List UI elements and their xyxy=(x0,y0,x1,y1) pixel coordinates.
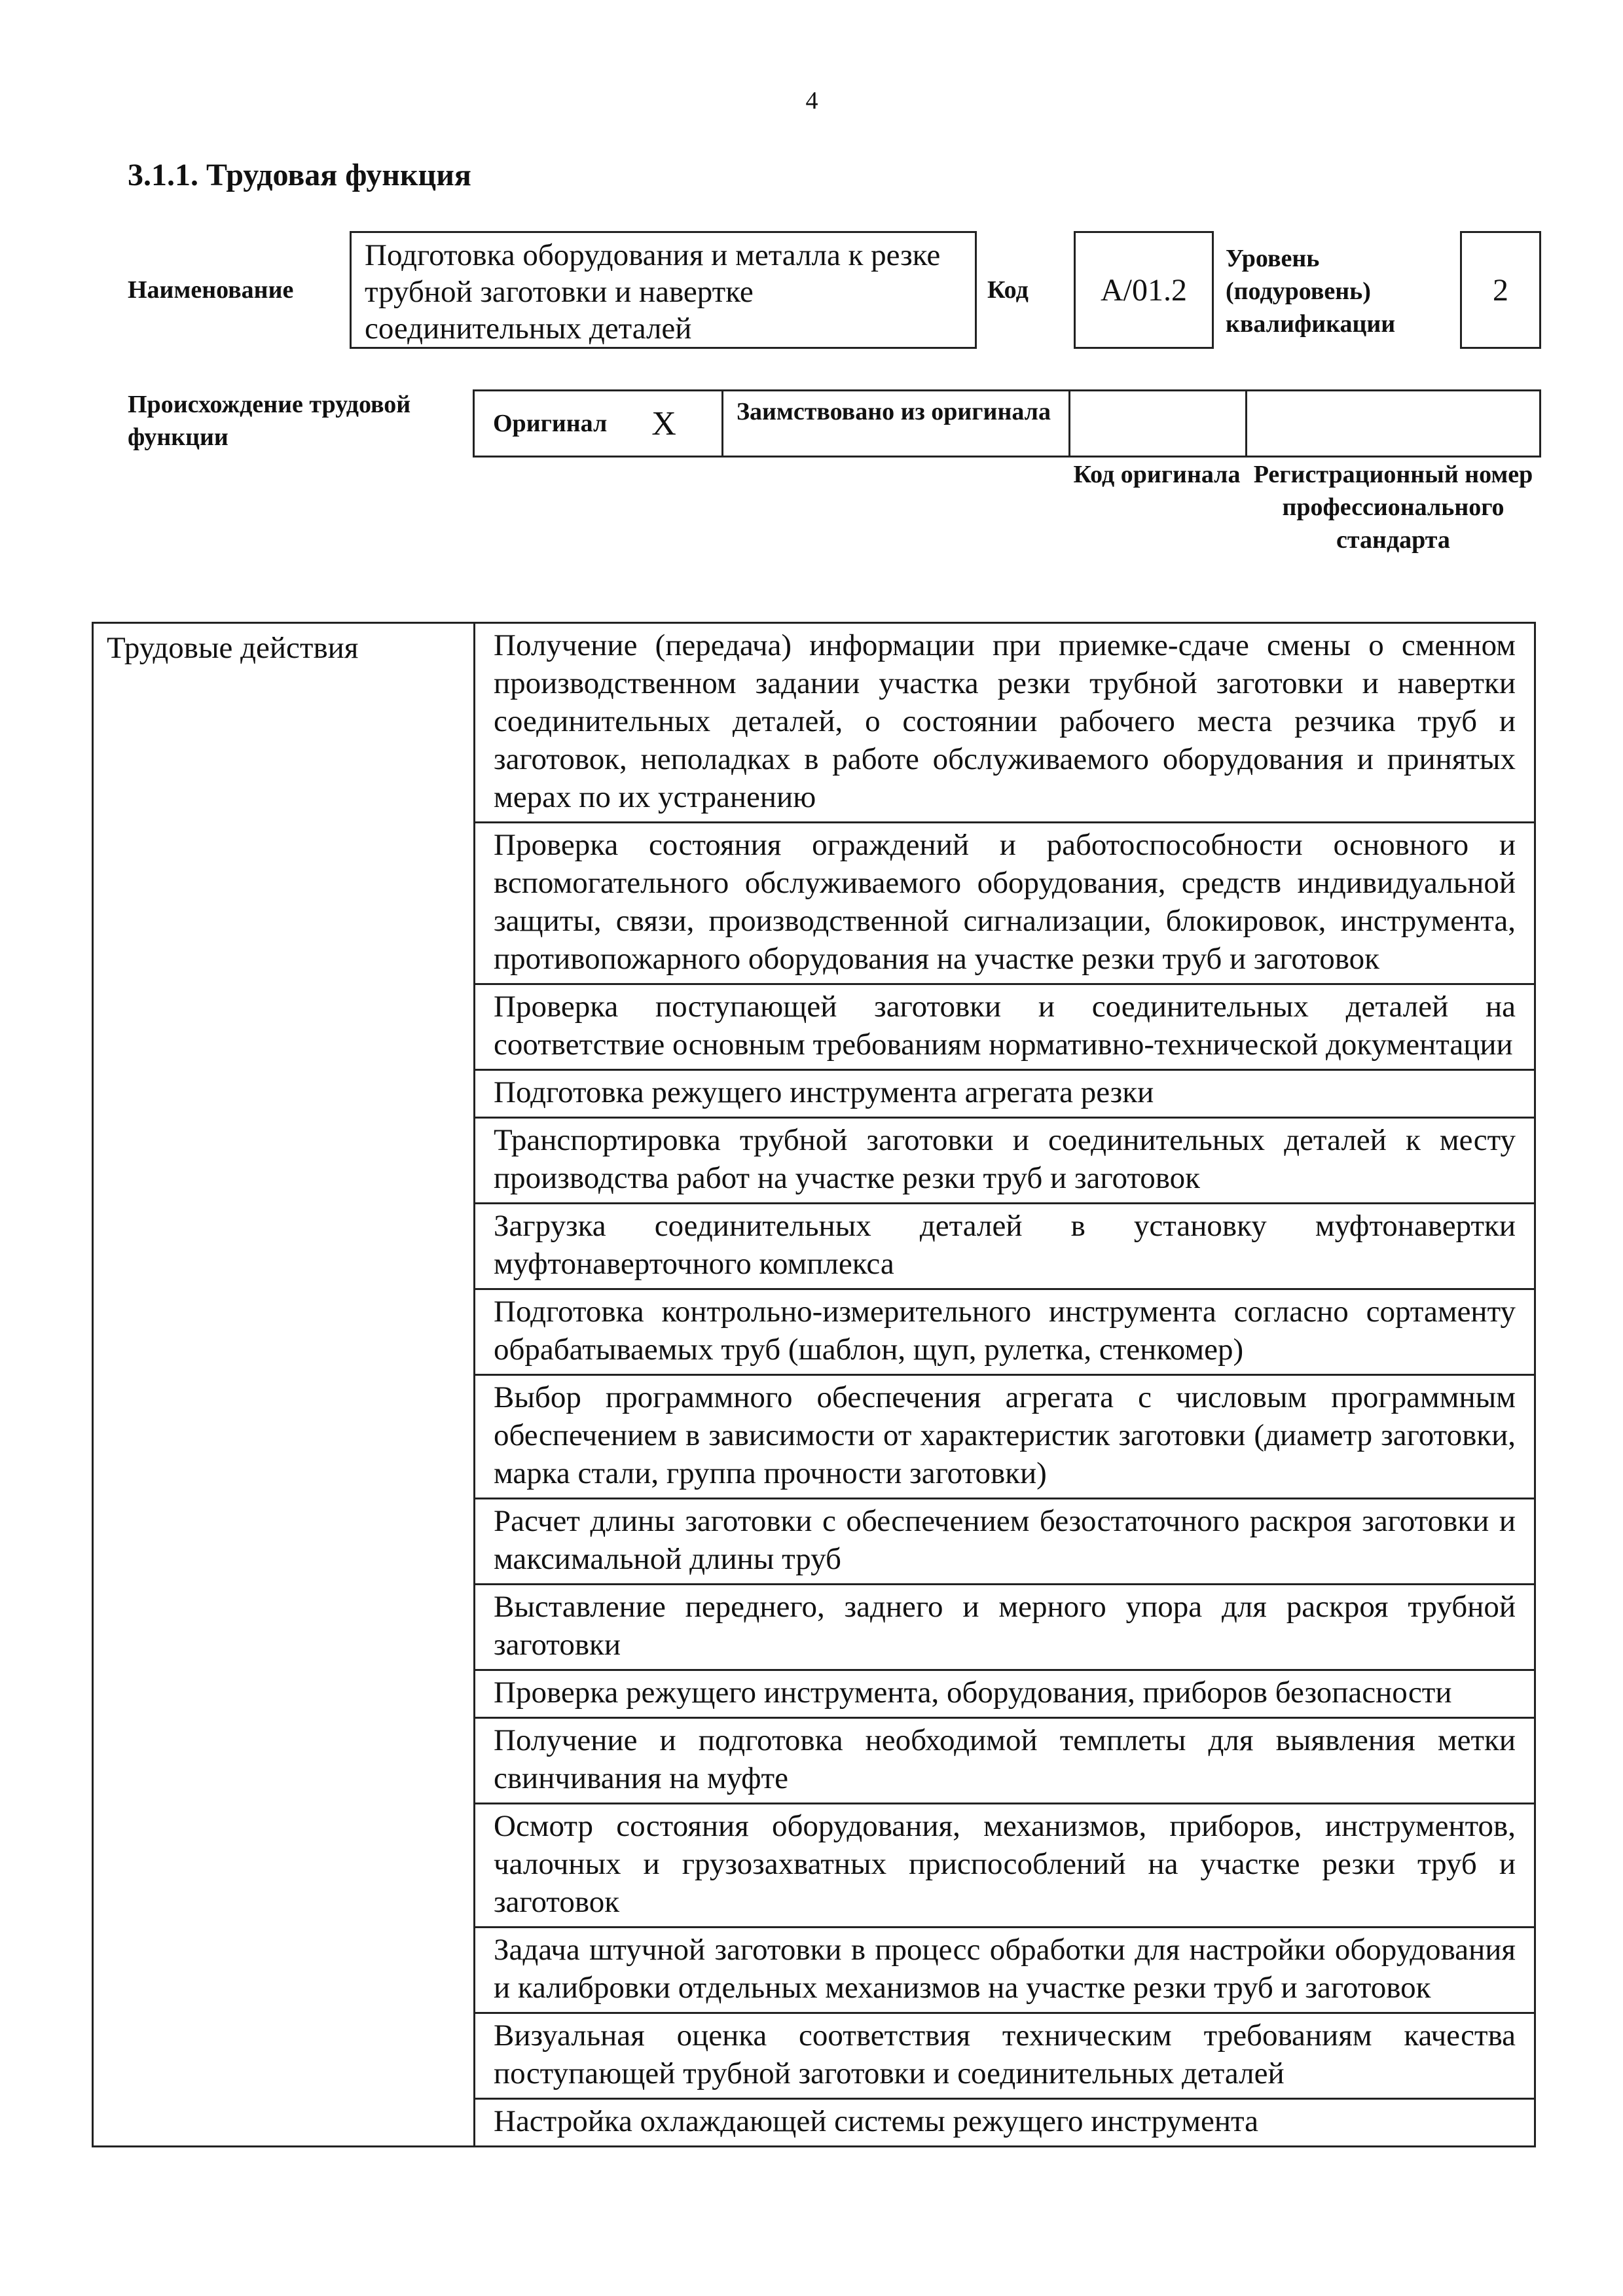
original-mark: X xyxy=(651,404,676,442)
list-item: Транспортировка трубной заготовки и соединительных деталей к месту производства работ на участке резки труб и заготовок xyxy=(475,1119,1534,1204)
function-name-box: Подготовка оборудования и металла к резке трубной заготовки и навертке соединительных деталей xyxy=(350,231,977,349)
list-item: Проверка режущего инструмента, оборудования, приборов безопасности xyxy=(475,1671,1534,1719)
list-item: Проверка поступающей заготовки и соединительных деталей на соответствие основным требованиям нормативно-технической документации xyxy=(475,985,1534,1071)
registration-number-cell xyxy=(1247,391,1539,456)
original-code-caption: Код оригинала xyxy=(1073,461,1241,488)
list-item: Получение (передача) информации при приемке-сдаче смены о сменном производственном задании участка резки трубной заготовки и навертки соединительных деталей, о состоянии рабочего места резчика труб и заготовок, неполадках в работе обслуживаемого оборудования и принятых мерах по их устранению xyxy=(475,624,1534,823)
borrowed-cell: Заимствовано из оригинала xyxy=(723,391,1070,456)
list-item: Подготовка режущего инструмента агрегата резки xyxy=(475,1071,1534,1119)
list-item: Загрузка соединительных деталей в установку муфтонавертки муфтонаверточного комплекса xyxy=(475,1204,1534,1290)
list-item: Визуальная оценка соответствия техническим требованиям качества поступающей трубной заготовки и соединительных деталей xyxy=(475,2014,1534,2100)
level-label: Уровень (подуровень) квалификации xyxy=(1226,245,1396,338)
list-item: Выставление переднего, заднего и мерного упора для раскроя трубной заготовки xyxy=(475,1585,1534,1671)
list-item: Получение и подготовка необходимой темплеты для выявления метки свинчивания на муфте xyxy=(475,1719,1534,1804)
origin-label: Происхождение трудовой функции xyxy=(128,391,411,451)
function-code-box: А/01.2 xyxy=(1074,231,1214,349)
labor-actions-table xyxy=(92,622,1536,2147)
list-item: Задача штучной заготовки в процесс обработки для настройки оборудования и калибровки отдельных механизмов на участке резки труб и заготовок xyxy=(475,1928,1534,2014)
list-item: Выбор программного обеспечения агрегата с числовым программным обеспечением в зависимости от характеристик заготовки (диаметр заготовки, марка стали, группа прочности заготовки) xyxy=(475,1376,1534,1499)
registration-number-caption: Регистрационный номер профессионального стандарта xyxy=(1253,461,1533,554)
section-title: 3.1.1. Трудовая функция xyxy=(128,158,471,192)
page-number: 4 xyxy=(805,87,818,115)
list-item: Настройка охлаждающей системы режущего инструмента xyxy=(494,2104,1258,2138)
list-item: Осмотр состояния оборудования, механизмов, приборов, инструментов, чалочных и грузозахватных приспособлений на участке резки труб и заготовок xyxy=(475,1804,1534,1928)
original-cell xyxy=(475,391,723,456)
labor-actions-list xyxy=(475,623,1535,2147)
qualification-level-box: 2 xyxy=(1460,231,1541,349)
code-label: Код xyxy=(987,276,1029,304)
original-label: Оригинал xyxy=(493,410,608,437)
original-code-cell xyxy=(1070,391,1247,456)
name-label: Наименование xyxy=(128,276,294,304)
labor-actions-header: Трудовые действия xyxy=(93,623,475,2147)
list-item: Расчет длины заготовки с обеспечением безостаточного раскроя заготовки и максимальной длины труб xyxy=(475,1499,1534,1585)
origin-table xyxy=(473,389,1541,457)
list-item: Подготовка контрольно-измерительного инструмента согласно сортаменту обрабатываемых труб (шаблон, щуп, рулетка, стенкомер) xyxy=(475,1290,1534,1376)
list-item: Проверка состояния ограждений и работоспособности основного и вспомогательного обслуживаемого оборудования, средств индивидуальной защиты, связи, производственной сигнализации, блокировок, инструмента, противопожарного оборудования на участке резки труб и заготовок xyxy=(475,823,1534,985)
